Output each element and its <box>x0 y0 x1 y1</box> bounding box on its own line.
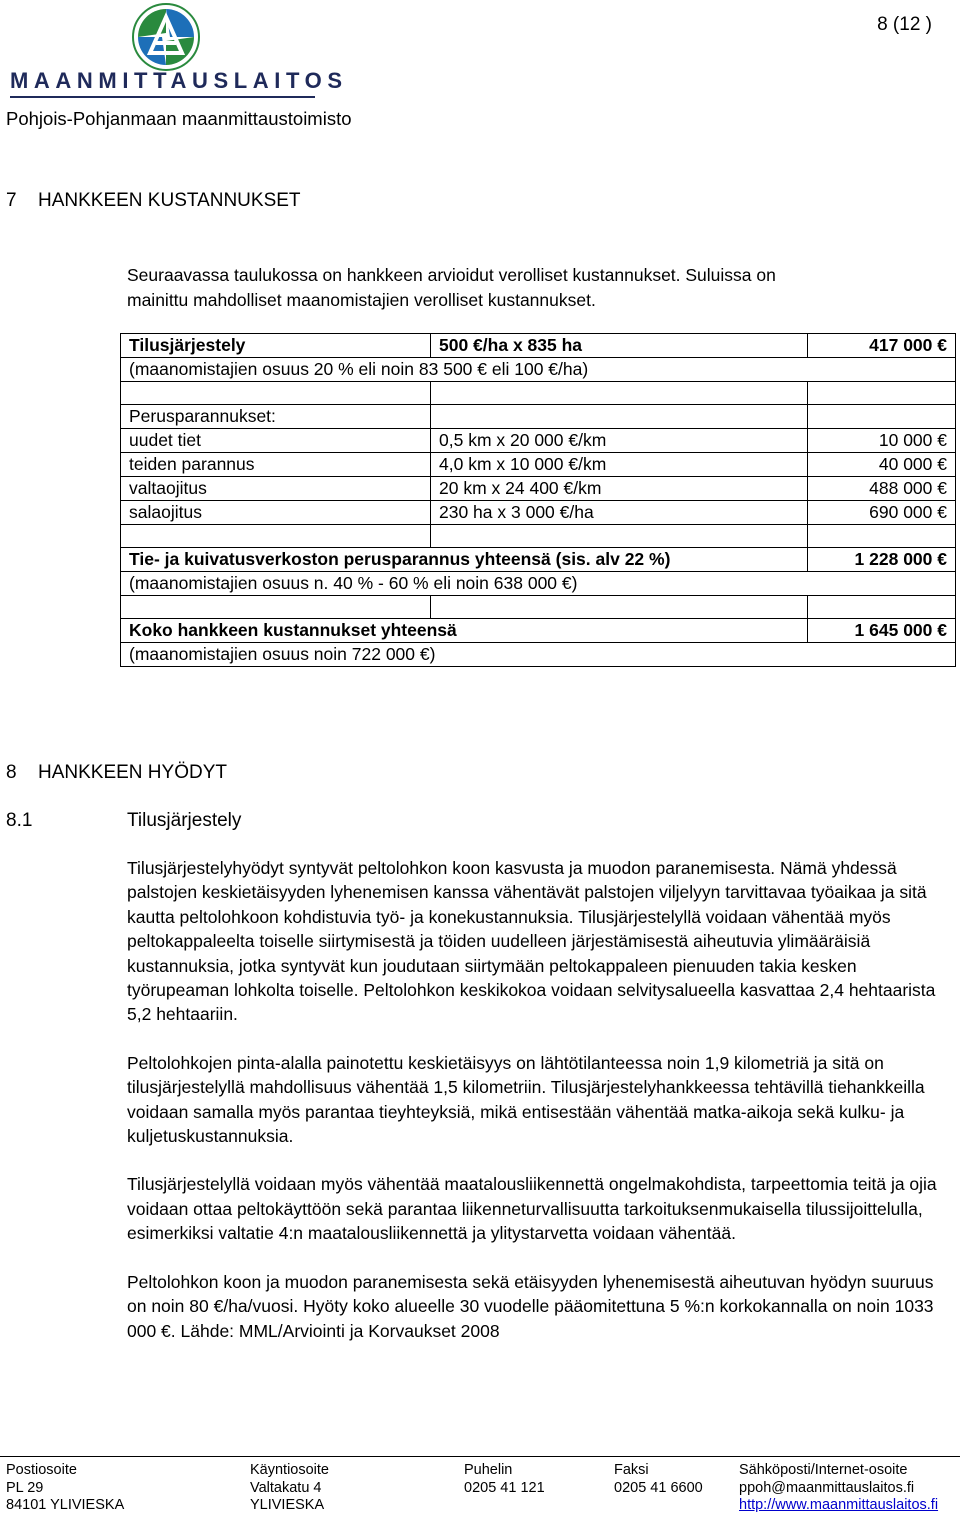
table-cell <box>808 572 956 596</box>
table-cell: 20 km x 24 400 €/km <box>431 477 808 501</box>
footer-value: 0205 41 121 <box>464 1479 545 1496</box>
table-cell: Tilusjärjestely <box>121 334 431 358</box>
footer-label: Käyntiosoite <box>250 1462 329 1478</box>
intro-text <box>127 263 927 312</box>
footer-phone <box>464 1462 545 1497</box>
table-row <box>121 596 956 619</box>
table-row <box>121 619 956 643</box>
footer-label: Postiosoite <box>6 1462 77 1478</box>
table-cell: 690 000 € <box>808 501 956 525</box>
table-cell: 10 000 € <box>808 429 956 453</box>
footer-value: YLIVIESKA <box>250 1497 325 1513</box>
table-cell: (maanomistajien osuus 20 % eli noin 83 500 € eli 100 €/ha) <box>121 358 808 382</box>
footer-divider <box>0 1456 960 1457</box>
table-cell <box>121 382 431 405</box>
table-cell <box>808 596 956 619</box>
office-name: Pohjois-Pohjanmaan maanmittaustoimisto <box>6 108 352 129</box>
table-cell: (maanomistajien osuus noin 722 000 €) <box>121 643 808 667</box>
table-cell <box>121 525 431 548</box>
section-8-heading <box>6 762 227 784</box>
section-number: 7 <box>6 190 17 211</box>
table-row <box>121 525 956 548</box>
paragraph: Tilusjärjestelyhyödyt syntyvät peltolohkon koon kasvusta ja muodon paranemisesta. Nämä yhdessä palstojen keskietäisyyden lyhenemisen kanssa vähentävät palstojen viljelyyn tarvittavaa työaikaa ja sitä kautta peltolohkoon kohdistuvia työ- ja konekustannuksia. Tilusjärjestelyllä voidaan vähentää myös peltokappaleelta toiselle siirtymisestä ja töiden uudelleen järjestämisestä aiheutuvia ylimääräisiä kustannuksia, jotka syntyvät kun joudutaan siirtymään peltokappaleen pienuuden takia kesken työrupeaman lohkolta toiselle. Peltolohkon keskikokoa voidaan selvitysalueella kasvattaa 2,4 hehtaarista 5,2 hehtaariin. <box>127 858 936 1025</box>
paragraph: Tilusjärjestelyllä voidaan myös vähentää maatalousliikennettä ongelmakohdista, tarpeettomia teitä ja ojia voidaan ottaa peltokäyttöön sekä parantaa liikenneturvallisuutta tarkoituksenmukaisella tilussijoittelulla, esimerkiksi valtatie 4:n maatalousliikennettä ja ylitystarvetta voidaan vähentää. <box>127 1174 937 1244</box>
table-row <box>121 572 956 596</box>
footer-email[interactable]: ppoh@maanmittauslaitos.fi <box>739 1479 915 1496</box>
footer-label: Puhelin <box>464 1462 513 1478</box>
table-cell: 230 ha x 3 000 €/ha <box>431 501 808 525</box>
table-cell: (maanomistajien osuus n. 40 % - 60 % eli noin 638 000 €) <box>121 572 808 596</box>
table-row <box>121 477 956 501</box>
section-title: HANKKEEN KUSTANNUKSET <box>38 190 301 211</box>
table-cell: Perusparannukset: <box>121 405 431 429</box>
footer-value: PL 29 <box>6 1479 44 1496</box>
table-cell: 40 000 € <box>808 453 956 477</box>
section-7-heading <box>6 190 301 212</box>
table-cell: 488 000 € <box>808 477 956 501</box>
table-cell: 1 645 000 € <box>808 619 956 643</box>
table-row <box>121 405 956 429</box>
section-number: 8 <box>6 762 17 783</box>
footer-value: 84101 YLIVIESKA <box>6 1497 125 1513</box>
table-row <box>121 429 956 453</box>
maanmittauslaitos-logo <box>132 3 200 71</box>
table-row <box>121 548 956 572</box>
section-title: Tilusjärjestely <box>127 810 242 831</box>
table-cell <box>431 405 808 429</box>
table-cell: 4,0 km x 10 000 €/km <box>431 453 808 477</box>
table-cell: 500 €/ha x 835 ha <box>431 334 808 358</box>
table-cell: Tie- ja kuivatusverkoston perusparannus yhteensä (sis. alv 22 %) <box>121 548 808 572</box>
table-row <box>121 358 956 382</box>
footer-label: Faksi <box>614 1462 649 1478</box>
table-cell: valtaojitus <box>121 477 431 501</box>
table-cell: teiden parannus <box>121 453 431 477</box>
table-row <box>121 643 956 667</box>
org-name: MAANMITTAUSLAITOS <box>10 68 348 93</box>
divider <box>10 96 315 98</box>
footer-label: Sähköposti/Internet-osoite <box>739 1462 908 1478</box>
table-cell <box>808 643 956 667</box>
table-cell <box>808 405 956 429</box>
table-cell <box>121 596 431 619</box>
page-number: 8 (12 ) <box>877 14 932 35</box>
footer-value: 0205 41 6600 <box>614 1479 703 1496</box>
table-row <box>121 501 956 525</box>
table-cell: 0,5 km x 20 000 €/km <box>431 429 808 453</box>
paragraph: Peltolohkon koon ja muodon paranemisesta sekä etäisyyden lyhenemisestä aiheutuvan hyödyn suuruus on noin 80 €/ha/vuosi. Hyöty koko alueelle 30 vuodelle pääomitettuna 5 %:n korkokannalla on noin 1033 000 €. Lähde: MML/Arviointi ja Korvaukset 2008 <box>127 1271 934 1341</box>
section-number: 8.1 <box>6 810 33 831</box>
table-cell: 417 000 € <box>808 334 956 358</box>
section-8-1-heading <box>6 810 241 832</box>
footer-email-web <box>739 1462 938 1515</box>
table-row <box>121 334 956 358</box>
cost-table <box>120 333 956 667</box>
table-cell <box>431 525 808 548</box>
table-cell <box>431 596 808 619</box>
intro-line: mainittu mahdolliset maanomistajien verolliset kustannukset. <box>127 289 596 310</box>
section-title: HANKKEEN HYÖDYT <box>38 762 227 783</box>
table-row <box>121 453 956 477</box>
footer-fax <box>614 1462 703 1497</box>
table-cell: uudet tiet <box>121 429 431 453</box>
table-cell: Koko hankkeen kustannukset yhteensä <box>121 619 808 643</box>
footer-postal <box>6 1462 124 1515</box>
body-text <box>127 856 957 1367</box>
table-cell <box>808 358 956 382</box>
table-cell: 1 228 000 € <box>808 548 956 572</box>
table-cell <box>808 382 956 405</box>
table-cell <box>431 382 808 405</box>
intro-line: Seuraavassa taulukossa on hankkeen arvioidut verolliset kustannukset. Suluissa on <box>127 265 776 285</box>
footer-value: Valtakatu 4 <box>250 1479 322 1496</box>
table-cell: salaojitus <box>121 501 431 525</box>
table-row <box>121 382 956 405</box>
paragraph: Peltolohkojen pinta-alalla painotettu keskietäisyys on lähtötilanteessa noin 1,9 kilometriä ja sitä on tilusjärjestelyllä mahdollisuus vähentää 1,5 kilometriin. Tilusjärjestelyhankkeessa tehtävillä tiehankkeilla voidaan samalla myös parantaa tieyhteyksiä, mikä entisestään vähentää matka-aikoja sekä kulku- ja kuljetuskustannuksia. <box>127 1052 925 1147</box>
footer-visiting <box>250 1462 329 1515</box>
table-cell <box>808 525 956 548</box>
footer-website-link[interactable]: http://www.maanmittauslaitos.fi <box>739 1497 939 1513</box>
